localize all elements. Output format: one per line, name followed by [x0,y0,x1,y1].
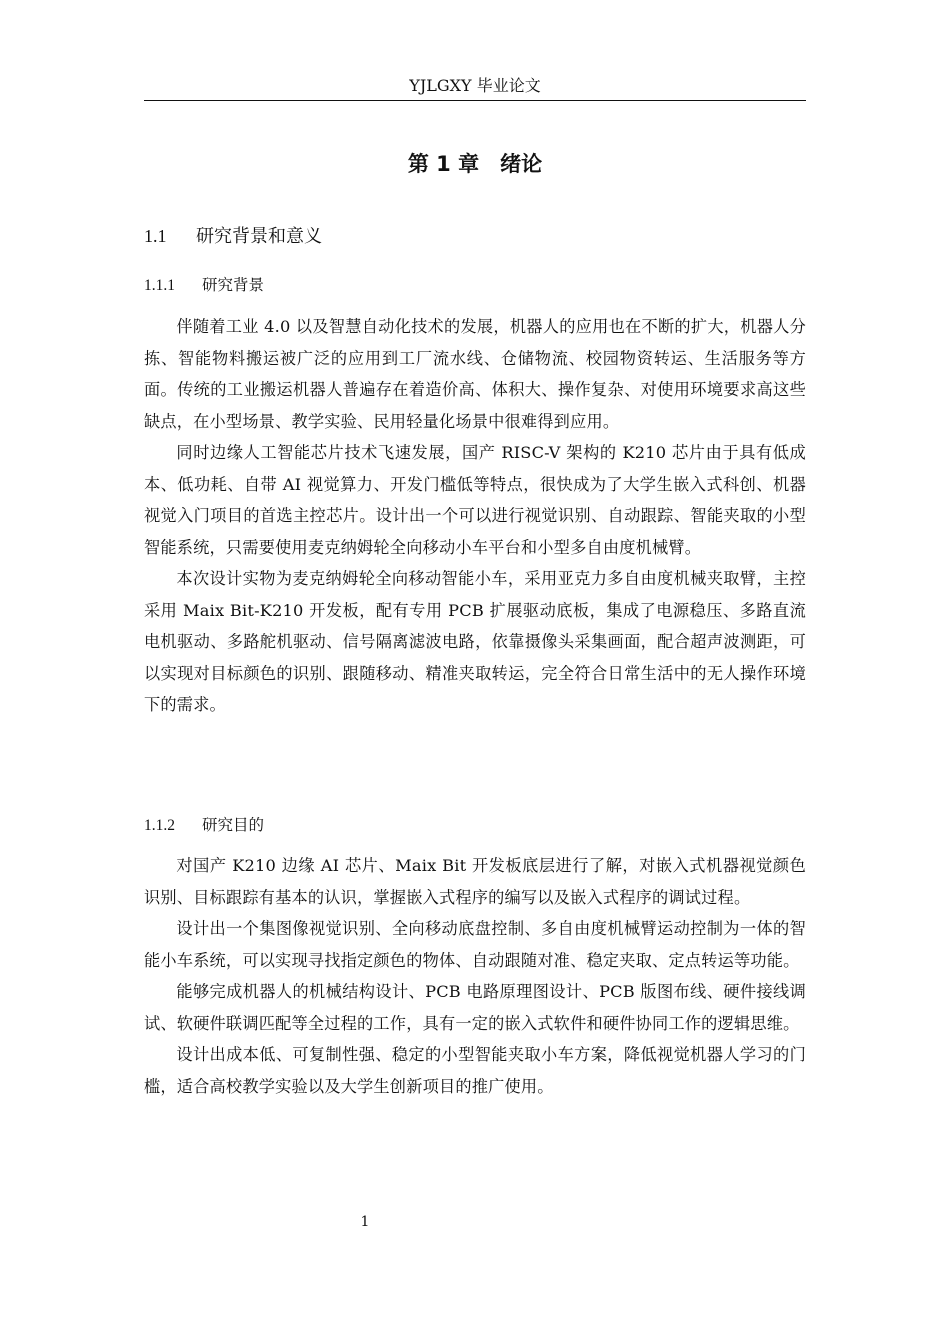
paragraph: 设计出成本低、可复制性强、稳定的小型智能夹取小车方案，降低视觉机器人学习的门槛，适合高校教学实验以及大学生创新项目的推广使用。 [144,1045,806,1096]
subsection-body-background [144,311,806,721]
page-number: 1 [360,1214,370,1230]
paragraph: 伴随着工业 4.0 以及智慧自动化技术的发展，机器人的应用也在不断的扩大，机器人分拣、智能物料搬运被广泛的应用到工厂流水线、仓储物流、校园物资转运、生活服务等方面。传统的工业搬运机器人普遍存在着造价高、体积大、操作复杂、对使用环境要求高这些缺点，在小型场景、教学实验、民用轻量化场景中很难得到应用。 [144,317,806,431]
subsection-heading-purpose [144,813,806,838]
paragraph: 能够完成机器人的机械结构设计、PCB 电路原理图设计、PCB 版图布线、硬件接线调试、软硬件联调匹配等全过程的工作，具有一定的嵌入式软件和硬件协同工作的逻辑思维。 [144,982,806,1033]
running-header: YJLGXY 毕业论文 [409,76,541,95]
chapter-title: 第 1 章 绪论 [407,152,543,176]
subsection-title-text: 研究目的 [202,816,265,834]
section-title-text: 研究背景和意义 [196,226,322,247]
paragraph: 本次设计实物为麦克纳姆轮全向移动智能小车，采用亚克力多自由度机械夹取臂，主控采用 Maix Bit-K210 开发板，配有专用 PCB 扩展驱动底板，集成了电源稳压、多路直流电机驱动、多路舵机驱动、信号隔离滤波电路，依靠摄像头采集画面，配合超声波测距，可以实现对目标颜色的识别、跟随移动、精准夹取转运，完全符合日常生活中的无人操作环境下的需求。 [144,569,806,714]
subsection-number: 1.1.2 [144,817,175,834]
subsection-title-text: 研究背景 [202,276,265,294]
section-heading [144,222,806,251]
section-number: 1.1 [144,226,167,246]
paragraph: 同时边缘人工智能芯片技术飞速发展，国产 RISC-V 架构的 K210 芯片由于具有低成本、低功耗、自带 AI 视觉算力、开发门槛低等特点，很快成为了大学生嵌入式科创、机器视觉入门项目的首选主控芯片。设计出一个可以进行视觉识别、自动跟踪、智能夹取的小型智能系统，只需要使用麦克纳姆轮全向移动小车平台和小型多自由度机械臂。 [144,443,806,557]
subsection-body-purpose [144,850,806,1102]
paragraph: 对国产 K210 边缘 AI 芯片、Maix Bit 开发板底层进行了解，对嵌入式机器视觉颜色识别、目标跟踪有基本的认识，掌握嵌入式程序的编写以及嵌入式程序的调试过程。 [144,856,806,907]
subsection-heading-background [144,273,806,298]
header-rule [144,100,806,101]
subsection-number: 1.1.1 [144,277,175,294]
paragraph: 设计出一个集图像视觉识别、全向移动底盘控制、多自由度机械臂运动控制为一体的智能小车系统，可以实现寻找指定颜色的物体、自动跟随对准、稳定夹取、定点转运等功能。 [144,919,806,970]
